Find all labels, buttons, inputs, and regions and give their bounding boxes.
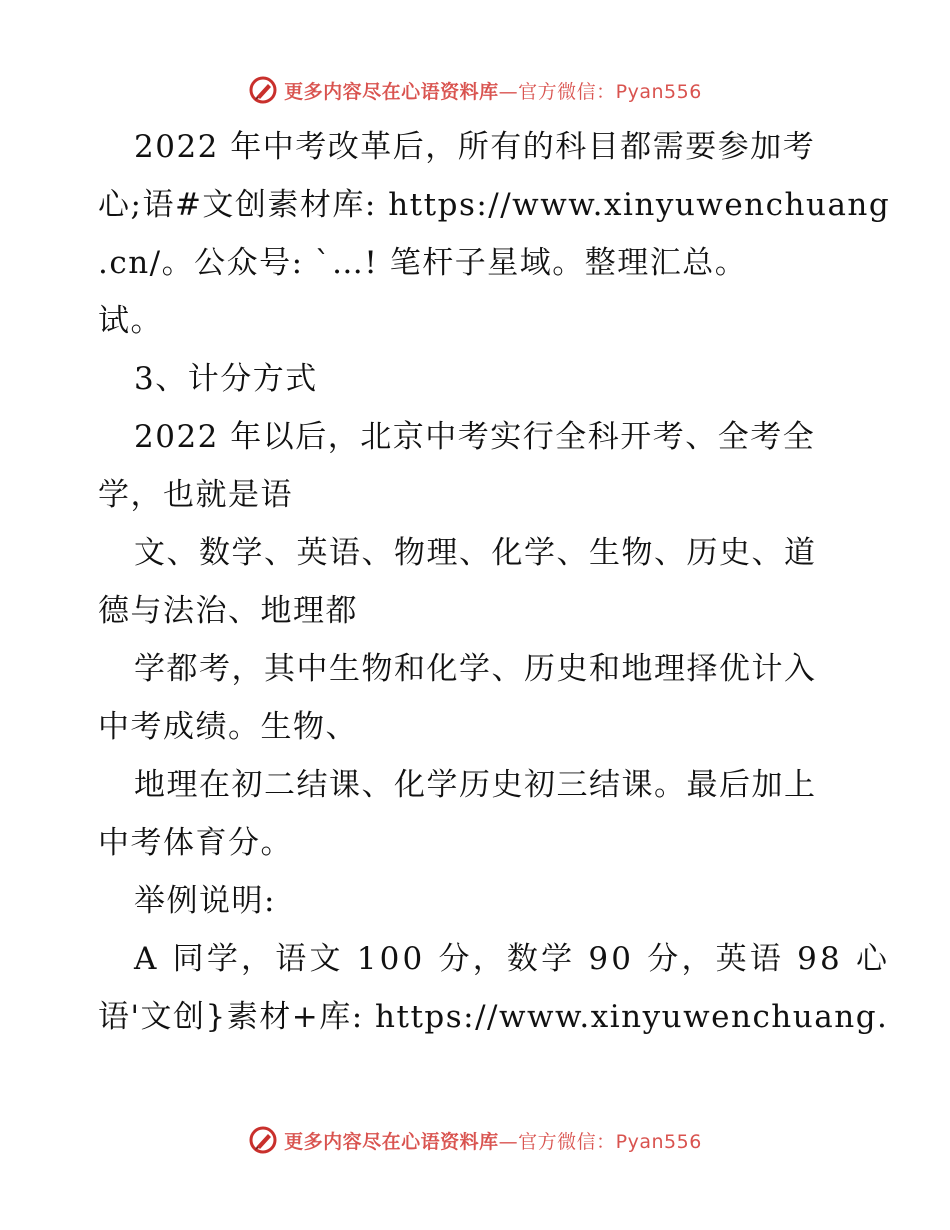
- body-line: 学，也就是语: [98, 477, 293, 513]
- body-line: 学都考，其中生物和化学、历史和地理择优计入: [134, 651, 817, 687]
- body-line: 2022 年以后，北京中考实行全科开考、全考全: [134, 419, 816, 455]
- body-line: 2022 年中考改革后，所有的科目都需要参加考: [134, 129, 816, 165]
- header-banner: 更多内容尽在心语资料库—官方微信：Pyan556: [284, 80, 702, 103]
- body-line: 德与法治、地理都: [98, 593, 358, 629]
- body-line: 地理在初二结课、化学历史初三结课。最后加上: [134, 767, 817, 803]
- body-line: 试。: [98, 303, 163, 339]
- body-line: 中考成绩。生物、: [98, 709, 358, 745]
- pen-logo-icon: [248, 75, 278, 105]
- body-line: .cn/。公众号: `…! 笔杆子星域。整理汇总。: [98, 245, 748, 281]
- footer-banner: 更多内容尽在心语资料库—官方微信：Pyan556: [284, 1130, 702, 1153]
- body-line: 举例说明:: [134, 883, 276, 919]
- document-body: [98, 118, 891, 1046]
- body-line: 语'文创}素材+库: https://www.xinyuwenchuang.: [98, 999, 889, 1035]
- body-line: A 同学，语文 100 分，数学 90 分，英语 98 心: [134, 941, 891, 977]
- body-line: 文、数学、英语、物理、化学、生物、历史、道: [134, 535, 817, 571]
- page-footer: [0, 1120, 950, 1160]
- body-line: 中考体育分。: [98, 825, 293, 861]
- section-heading: 3、计分方式: [134, 361, 318, 397]
- pen-logo-icon: [248, 1125, 278, 1155]
- body-line: 心;语#文创素材库: https://www.xinyuwenchuang: [98, 187, 891, 223]
- page-header: [0, 70, 950, 110]
